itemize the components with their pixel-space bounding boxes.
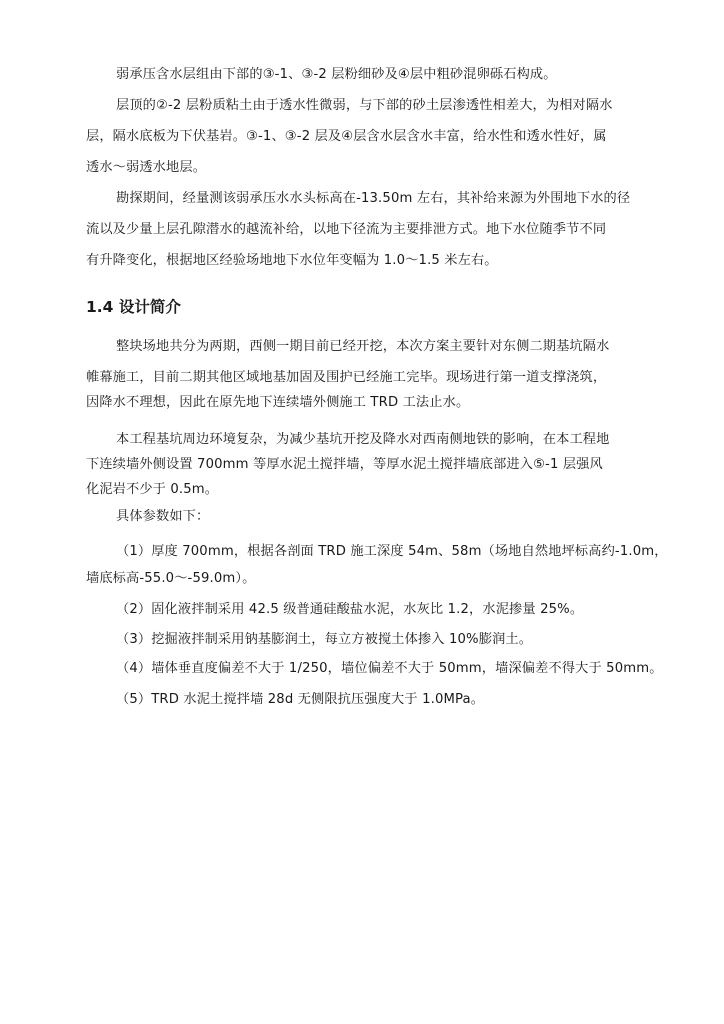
paragraph-3-line-3: 有升降变化，根据地区经验场地地下水位年变幅为 1.0～1.5 米左右。 xyxy=(86,253,498,268)
section-paragraph-2-line-1: 本工程基坑周边环境复杂，为减少基坑开挖及降水对西南侧地铁的影响，在本工程地 xyxy=(116,432,610,447)
section-paragraph-2-line-2: 下连续墙外侧设置 700mm 等厚水泥土搅拌墙，等厚水泥土搅拌墙底部进入⑤-1 层强风 xyxy=(86,457,603,472)
paragraph-3-line-2: 流以及少量上层孔隙潜水的越流补给，以地下径流为主要排泄方式。地下水位随季节不同 xyxy=(86,222,607,237)
paragraph-3-line-1: 勘探期间，经量测该弱承压水水头标高在-13.50m 左右，其补给来源为外围地下水的径 xyxy=(116,191,631,206)
section-paragraph-3-line-1: 具体参数如下： xyxy=(116,509,210,524)
paragraph-2-line-3: 透水～弱透水地层。 xyxy=(86,160,207,175)
section-heading: 1.4 设计简介 xyxy=(86,298,181,316)
parameter-3: （3）挖掘液拌制采用钠基膨润土，每立方被搅土体掺入 10%膨润土。 xyxy=(116,632,533,647)
paragraph-2-line-2: 层，隔水底板为下伏基岩。③-1、③-2 层及④层含水层含水丰富，给水性和透水性好，属 xyxy=(86,129,607,144)
section-paragraph-1-line-2: 帷幕施工，目前二期其他区域地基加固及围护已经施工完毕。现场进行第一道支撑浇筑， xyxy=(86,370,607,385)
parameter-5: （5）TRD 水泥土搅拌墙 28d 无侧限抗压强度大于 1.0MPa。 xyxy=(116,692,485,707)
parameter-1-line-1: （1）厚度 700mm，根据各剖面 TRD 施工深度 54m、58m（场地自然地坪标高约-1.0m， xyxy=(116,544,668,559)
section-paragraph-2-line-3: 化泥岩不少于 0.5m。 xyxy=(86,482,219,497)
section-paragraph-1-line-1: 整块场地共分为两期，西侧一期目前已经开挖，本次方案主要针对东侧二期基坑隔水 xyxy=(116,339,610,354)
parameter-4: （4）墙体垂直度偏差不大于 1/250，墙位偏差不大于 50mm，墙深偏差不得大于 50mm。 xyxy=(116,661,663,676)
section-paragraph-1-line-3: 因降水不理想，因此在原先地下连续墙外侧施工 TRD 工法止水。 xyxy=(86,395,470,410)
paragraph-1-line-1: 弱承压含水层组由下部的③-1、③-2 层粉细砂及④层中粗砂混卵砾石构成。 xyxy=(116,67,557,82)
parameter-1-line-2: 墙底标高-55.0～-59.0m）。 xyxy=(86,571,256,586)
paragraph-2-line-1: 层顶的②-2 层粉质粘土由于透水性微弱，与下部的砂土层渗透性相差大，为相对隔水 xyxy=(116,98,613,113)
parameter-2: （2）固化液拌制采用 42.5 级普通硅酸盐水泥，水灰比 1.2，水泥掺量 25%。 xyxy=(116,602,584,617)
